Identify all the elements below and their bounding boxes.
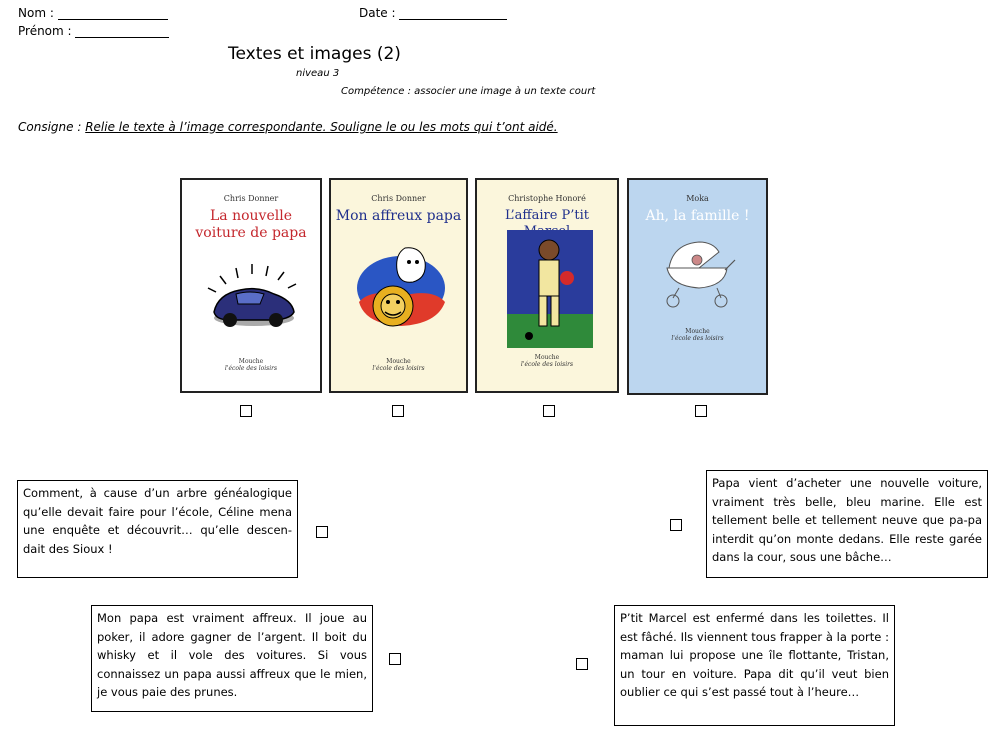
publisher-line-1: Mouche [238,358,264,365]
competence-label: Compétence : associer une image à un texte court [341,86,596,97]
nom-label: Nom : [18,6,54,20]
book-title: La nouvelle voiture de papa [195,208,307,241]
consigne-label: Consigne : [18,120,82,134]
book-title: Ah, la famille ! [645,208,750,224]
book-publisher [331,358,466,372]
marcel-illustration [507,230,593,348]
book-author: Moka [686,194,709,203]
text-2-checkbox[interactable] [670,519,682,531]
nom-field [18,6,168,20]
text-box-3 [91,605,373,712]
level-label: niveau 3 [296,68,340,79]
book-publisher [182,358,320,372]
publisher-line-1: Mouche [386,358,411,365]
publisher-line-2: l'école des loisirs [520,361,574,369]
prenom-label: Prénom : [18,24,72,38]
text-box-content: Comment, à cause d’un arbre généalogique qu’elle devait faire pour l’école, Céline mena une enquête et découvrit… qu’elle descen-dait des Sioux ! [23,486,292,556]
book-4-checkbox[interactable] [695,405,707,417]
date-input-line[interactable] [399,7,507,20]
text-3-checkbox[interactable] [389,653,401,665]
date-field [359,6,507,20]
nom-input-line[interactable] [58,7,168,20]
book-cover-1[interactable] [180,178,322,393]
prenom-input-line[interactable] [75,25,169,38]
consigne-text: Relie le texte à l’image correspondante. Souligne le ou les mots qui t’ont aidé. [85,120,558,134]
publisher-line-2: l'école des loisirs [372,365,425,373]
text-box-1 [17,480,298,578]
book-author: Christophe Honoré [508,194,586,203]
prenom-field [18,24,169,38]
pram-illustration [659,234,739,310]
text-4-checkbox[interactable] [576,658,588,670]
text-1-checkbox[interactable] [316,526,328,538]
consigne [18,120,558,134]
book-3-checkbox[interactable] [543,405,555,417]
monster-illustration [351,242,451,334]
book-title: L’affaire P’tit [504,208,590,223]
text-box-content: Mon papa est vraiment affreux. Il joue au poker, il adore gagner de l’argent. Il boit du whisky et il vole des voitures. Si vous connaissez un papa aussi affreux que le mien, je vous paie des prunes. [97,611,367,699]
book-cover-4[interactable] [627,178,768,395]
date-label: Date : [359,6,396,20]
book-author: Chris Donner [223,194,279,203]
book-publisher [629,328,766,342]
book-title: Mon affreux papa [335,208,462,224]
publisher-line-1: Mouche [534,354,560,361]
publisher-line-1: Mouche [685,328,710,335]
book-cover-2[interactable] [329,178,468,393]
book-cover-3[interactable] [475,178,619,393]
text-box-content: P’tit Marcel est enfermé dans les toilettes. Il est fâché. Ils viennent tous frapper à la porte : maman lui propose une île flottante, Tristan, un tour en voiture. Papa dit qu’il veut bien oublier ce qui s’est passé tout à l’heure… [620,611,889,699]
text-box-content: Papa vient d’acheter une nouvelle voiture, vraiment très belle, bleu marine. Elle est tellement belle et tellement neuve que pa-pa interdit qu’on monte dedans. Elle reste garée dans la cour, sous une bâche… [712,476,982,564]
page-title: Textes et images (2) [228,44,401,64]
text-box-4 [614,605,895,726]
text-box-2 [706,470,988,578]
publisher-line-2: l'école des loisirs [224,365,278,373]
book-1-checkbox[interactable] [240,405,252,417]
car-illustration [200,262,306,332]
publisher-line-2: l'école des loisirs [671,335,724,343]
book-author: Chris Donner [371,194,426,203]
book-publisher [477,354,617,368]
book-2-checkbox[interactable] [392,405,404,417]
